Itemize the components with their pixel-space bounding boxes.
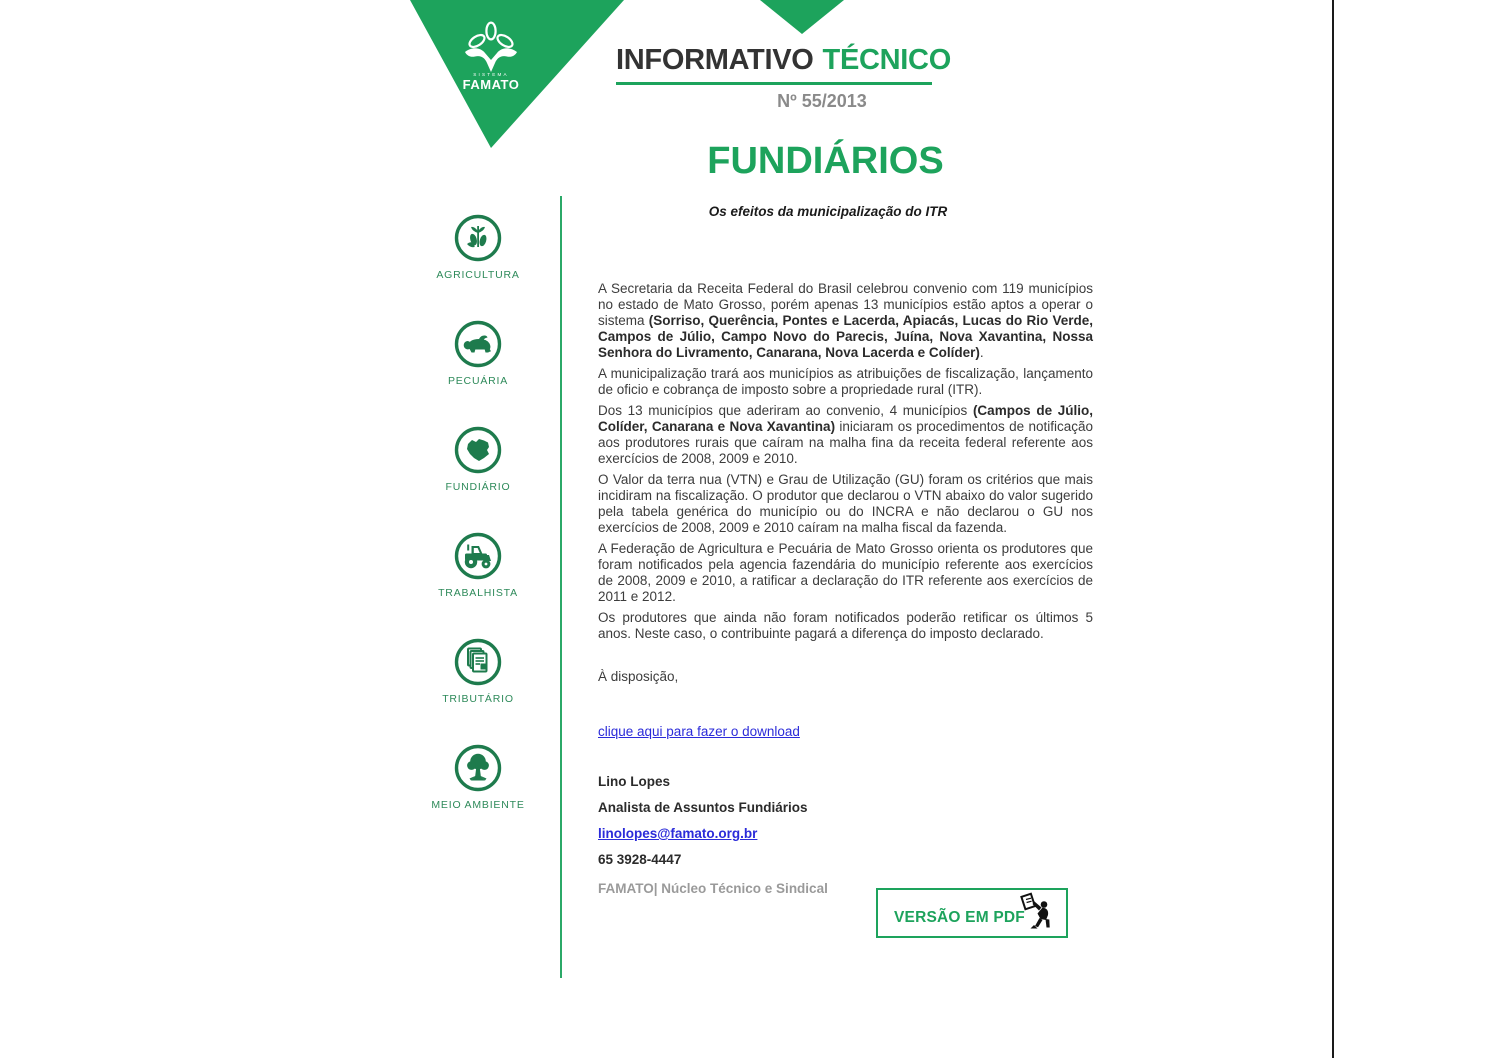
signature-block — [598, 774, 1093, 868]
footer-unit: FAMATO| Núcleo Técnico e Sindical — [598, 881, 828, 896]
sidebar-item-fundiario[interactable] — [446, 425, 511, 493]
sidebar-item-label: TRIBUTÁRIO — [442, 693, 514, 705]
pennant-shape — [410, 0, 624, 148]
tree-icon — [453, 743, 503, 793]
famato-pennant — [405, 0, 627, 150]
newsletter-title-black: INFORMATIVO — [616, 44, 814, 76]
download-link[interactable]: clique aqui para fazer o download — [598, 724, 800, 739]
page-title: FUNDIÁRIOS — [707, 140, 944, 182]
signature-name: Lino Lopes — [598, 774, 670, 789]
decorative-triangle — [760, 0, 845, 36]
brand-name: FAMATO — [462, 77, 520, 92]
paragraph-2: A municipalização trará aos municípios as atribuições de fiscalização, lançamento de oficio e cobrança de imposto sobre a propriedade rural (ITR). — [598, 366, 1093, 397]
sidebar-item-label: FUNDIÁRIO — [445, 481, 511, 493]
sidebar-item-label: PECUÁRIA — [447, 375, 509, 387]
newsletter-title — [616, 44, 951, 77]
paragraph-4: O Valor da terra nua (VTN) e Grau de Utilização (GU) foram os critérios que mais incidiram na fiscalização. O produtor que declarou o VTN abaixo do valor sugerido pela tabela genérica do município ou do INCRA e não declarou o GU nos exercícios de 2008, 2009 e 2010 caíram na malha fiscal da fazenda. — [598, 472, 1093, 535]
sidebar-item-meio-ambiente[interactable] — [431, 743, 524, 811]
article-subtitle: Os efeitos da municipalização do ITR — [708, 204, 948, 219]
masthead-rule — [616, 82, 932, 85]
paragraph-6: Os produtores que ainda não foram notificados poderão retificar os últimos 5 anos. Neste caso, o contribuinte pagará a diferença do imposto declarado. — [598, 610, 1093, 641]
sidebar-item-pecuaria[interactable] — [448, 319, 508, 387]
sidebar-item-label: TRABALHISTA — [438, 587, 518, 599]
sidebar-item-label: MEIO AMBIENTE — [431, 799, 525, 811]
cattle-icon — [453, 319, 503, 369]
signature-role: Analista de Assuntos Fundiários — [598, 800, 808, 815]
masthead — [616, 44, 951, 112]
signature-phone: 65 3928-4447 — [598, 852, 682, 867]
paragraph-1: A Secretaria da Receita Federal do Brasil celebrou convenio com 119 municípios no estado de Mato Grosso, porém apenas 13 municípios estão aptos a operar o sistema (Sorriso, Querência, Pontes e Lacerda, Apiacás, Lucas do Rio Verde, Campos de Júlio, Campo Novo do Parecis, Juína, Nova Xavantina, Nossa Senhora do Livramento, Canarana, Nova Lacerda e Colíder). — [598, 281, 1093, 360]
brand-system-label: SISTEMA — [473, 72, 509, 77]
pdf-version-button[interactable] — [876, 888, 1068, 938]
paragraph-3: Dos 13 municípios que aderiram ao convenio, 4 municípios (Campos de Júlio, Colíder, Canarana e Nova Xavantina) iniciaram os procedimentos de notificação aos produtores rurais que caíram na malha fina da receita federal referente aos exercícios de 2008, 2009 e 2010. — [598, 403, 1093, 466]
crops-icon — [453, 213, 503, 263]
town-crier-icon — [1018, 892, 1058, 930]
issue-number: Nº 55/2013 — [777, 91, 867, 111]
vertical-divider — [560, 196, 562, 978]
article-body — [598, 281, 1093, 896]
category-sidebar — [428, 213, 528, 811]
tractor-icon — [453, 531, 503, 581]
page-right-border — [1332, 0, 1334, 1058]
closing-line: À disposição, — [598, 669, 679, 684]
documents-icon — [453, 637, 503, 687]
sidebar-item-tributario[interactable] — [442, 637, 514, 705]
sidebar-item-label: AGRICULTURA — [436, 269, 520, 281]
newsletter-title-green: TÉCNICO — [822, 44, 951, 76]
paragraph-5: A Federação de Agricultura e Pecuária de Mato Grosso orienta os produtores que foram notificados pela agencia fazendária do município referente aos exercícios de 2008, 2009 e 2010, a ratificar a declaração do ITR referente aos exercícios de 2011 e 2012. — [598, 541, 1093, 604]
sidebar-item-trabalhista[interactable] — [438, 531, 518, 599]
pdf-version-label: VERSÃO EM PDF — [894, 909, 1025, 926]
sidebar-item-agricultura[interactable] — [436, 213, 519, 281]
state-map-icon — [453, 425, 503, 475]
email-link[interactable]: linolopes@famato.org.br — [598, 826, 758, 841]
